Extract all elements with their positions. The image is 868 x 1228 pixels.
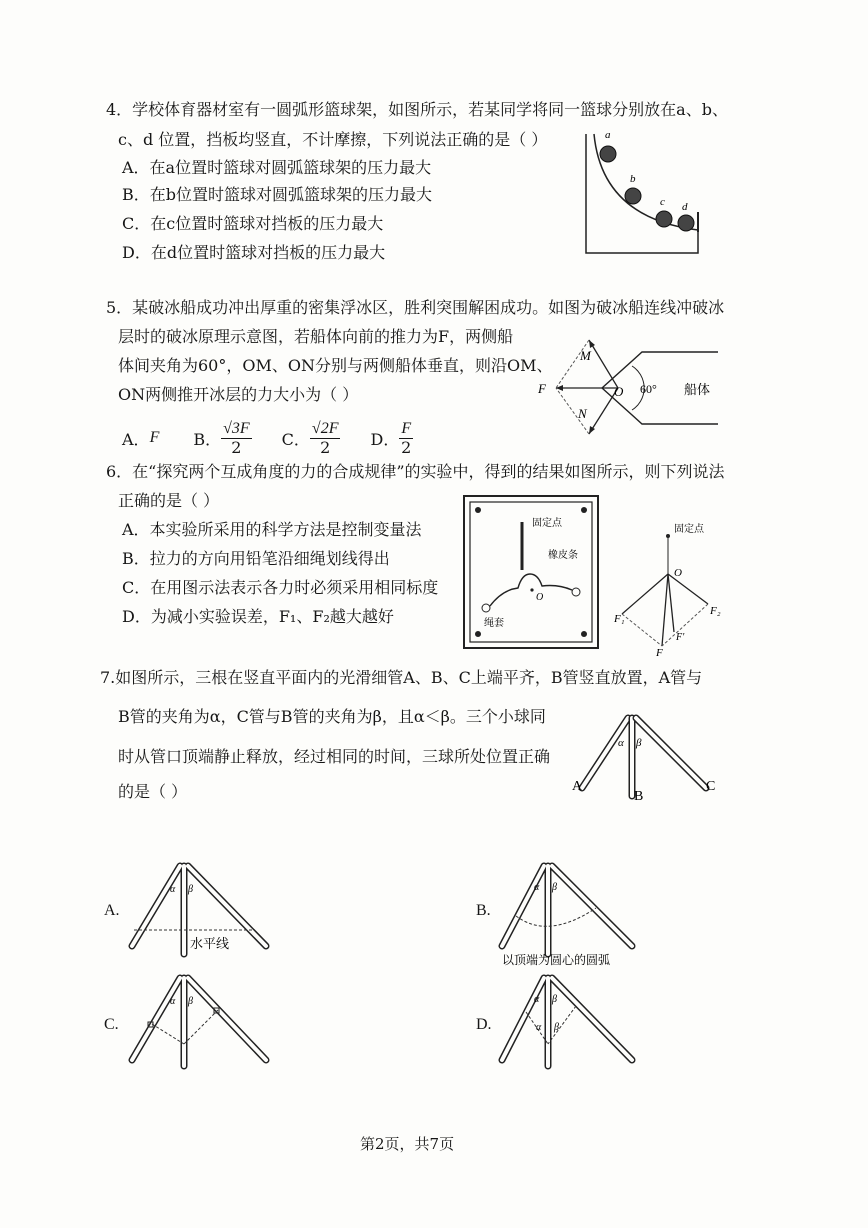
- q7-choice-d-letter: D.: [476, 1016, 492, 1033]
- q4-option-c: C．在c位置时篮球对挡板的压力最大: [122, 214, 384, 233]
- label-alpha: α: [618, 737, 624, 749]
- alpha-d-top: α: [534, 994, 540, 1005]
- q6-option-b: B．拉力的方向用铅笔沿细绳划线得出: [122, 549, 390, 568]
- label-fixed-point: 固定点: [532, 518, 562, 529]
- q7-choice-a-caption: 水平线: [190, 936, 230, 951]
- q7-stem-line4: 的是（ ）: [118, 782, 188, 801]
- f-vector: [662, 574, 668, 646]
- ball-d: [678, 215, 694, 231]
- label-b: B: [634, 789, 644, 804]
- q5-option-c-num: √2F: [311, 419, 339, 437]
- q7-choice-a-figure: [124, 860, 284, 960]
- ball-a: [600, 146, 616, 162]
- label-loop: 绳套: [484, 618, 504, 629]
- q7-choice-b-figure: [496, 860, 656, 970]
- label-o: O: [674, 567, 682, 579]
- beta-a: β: [188, 884, 193, 895]
- label-a: a: [605, 129, 611, 141]
- label-hull: 船体: [684, 382, 711, 397]
- label-m: M: [580, 348, 591, 363]
- q5-option-a-value: F: [149, 429, 160, 446]
- label-f-prime: F': [676, 632, 685, 643]
- q5-option-d-letter: D．: [370, 429, 400, 449]
- q7-choice-c-letter: C.: [104, 1016, 119, 1033]
- q5-option-d-den: 2: [401, 437, 412, 457]
- q5-icebreaker-figure: [534, 330, 724, 440]
- q5-option-c-fraction: [310, 420, 341, 457]
- label-f1: F₁: [614, 613, 625, 625]
- beta-d-bottom: β: [554, 1022, 559, 1033]
- q5-stem-line4: ON两侧推开冰层的力大小为（ ）: [118, 385, 359, 404]
- label-beta: β: [636, 737, 642, 749]
- page-number: 第2页，共7页: [360, 1135, 455, 1153]
- ball-c: [656, 211, 672, 227]
- q6-force-diagram: [612, 518, 732, 658]
- q6-stem-line1: 6．在“探究两个互成角度的力的合成规律”的实验中，得到的结果如图所示，则下列说法: [106, 462, 725, 481]
- f-prime-vector: [668, 574, 674, 632]
- q4-option-b: B．在b位置时篮球对圆弧篮球架的压力最大: [122, 185, 433, 204]
- q5-option-a-letter: A．: [122, 429, 150, 449]
- q7-stem-line3: 时从管口顶端静止释放，经过相同的时间，三球所处位置正确: [118, 747, 551, 766]
- label-angle: 60°: [640, 382, 657, 396]
- beta-c: β: [188, 996, 193, 1007]
- om-arrow: [589, 340, 618, 388]
- q4-option-a: A．在a位置时篮球对圆弧篮球架的压力最大: [122, 158, 432, 177]
- q6-option-d: D．为减小实验误差，F₁、F₂越大越好: [122, 607, 394, 626]
- alpha-a: α: [170, 884, 176, 895]
- q6-option-c: C．在用图示法表示各力时必须采用相同标度: [122, 578, 439, 597]
- alpha-b: α: [534, 882, 540, 893]
- q7-choice-c-figure: [124, 972, 284, 1072]
- q5-option-b-num: √3F: [223, 419, 250, 437]
- q7-choice-b-letter: B.: [476, 902, 491, 919]
- label-n: N: [578, 406, 587, 421]
- q5-stem-line1: 5．某破冰船成功冲出厚重的密集浮冰区，胜利突围解困成功。如图为破冰船连线冲破冰: [106, 298, 725, 317]
- alpha-c: α: [170, 996, 176, 1007]
- alpha-d-bottom: α: [536, 1022, 542, 1033]
- label-fixed-point: 固定点: [674, 524, 704, 535]
- beta-d-top: β: [552, 994, 557, 1005]
- q6-option-a: A．本实验所采用的科学方法是控制变量法: [122, 520, 422, 539]
- q4-stem-line1: 4．学校体育器材室有一圆弧形篮球架，如图所示，若某同学将同一篮球分别放在a、b、: [106, 100, 728, 119]
- q6-experiment-board-figure: [462, 494, 600, 650]
- beta-b: β: [552, 882, 557, 893]
- label-b: b: [630, 173, 636, 185]
- label-rubber-band: 橡皮条: [548, 550, 578, 561]
- q7-choice-d-figure: [496, 972, 656, 1072]
- q6-stem-line2: 正确的是（ ）: [118, 491, 220, 510]
- q5-option-c-den: 2: [320, 437, 331, 457]
- q7-tubes-figure: [568, 710, 724, 810]
- label-d: d: [682, 201, 688, 213]
- label-c: c: [660, 196, 665, 208]
- q5-stem-line3: 体间夹角为60°，OM、ON分别与两侧船体垂直，则沿OM、: [118, 356, 553, 375]
- q5-option-d-num: F: [401, 419, 412, 437]
- q7-choice-a-letter: A.: [104, 902, 120, 919]
- q5-option-c-letter: C．: [281, 429, 310, 449]
- label-a: A: [572, 779, 583, 794]
- q7-stem-line1: 7.如图所示，三根在竖直平面内的光滑细管A、B、C上端平齐，B管竖直放置，A管与: [100, 668, 703, 687]
- q5-option-b-letter: B．: [193, 429, 222, 449]
- label-o: O: [536, 592, 544, 603]
- q4-option-d: D．在d位置时篮球对挡板的压力最大: [122, 243, 386, 262]
- label-o: O: [614, 384, 624, 399]
- label-f: F: [656, 647, 663, 658]
- q4-stem-line2: c、d 位置，挡板均竖直，不计摩擦，下列说法正确的是（ ）: [118, 130, 548, 149]
- f1-vector: [622, 574, 668, 614]
- label-f2: F₂: [710, 605, 721, 617]
- label-c: C: [706, 779, 716, 794]
- q5-option-d-fraction: [399, 420, 413, 457]
- q5-options: [122, 418, 413, 458]
- q5-option-b-den: 2: [231, 437, 242, 457]
- q4-basketball-rack-figure: [578, 128, 708, 258]
- ball-b: [625, 188, 641, 204]
- q5-option-b-fraction: [221, 420, 252, 457]
- q5-stem-line2: 层时的破冰原理示意图，若船体向前的推力为F，两侧船: [118, 327, 514, 346]
- q7-choice-b-caption: 以顶端为圆心的圆弧: [502, 953, 611, 967]
- q7-stem-line2: B管的夹角为α，C管与B管的夹角为β，且α＜β。三个小球同: [118, 707, 546, 726]
- label-f: F: [538, 381, 546, 396]
